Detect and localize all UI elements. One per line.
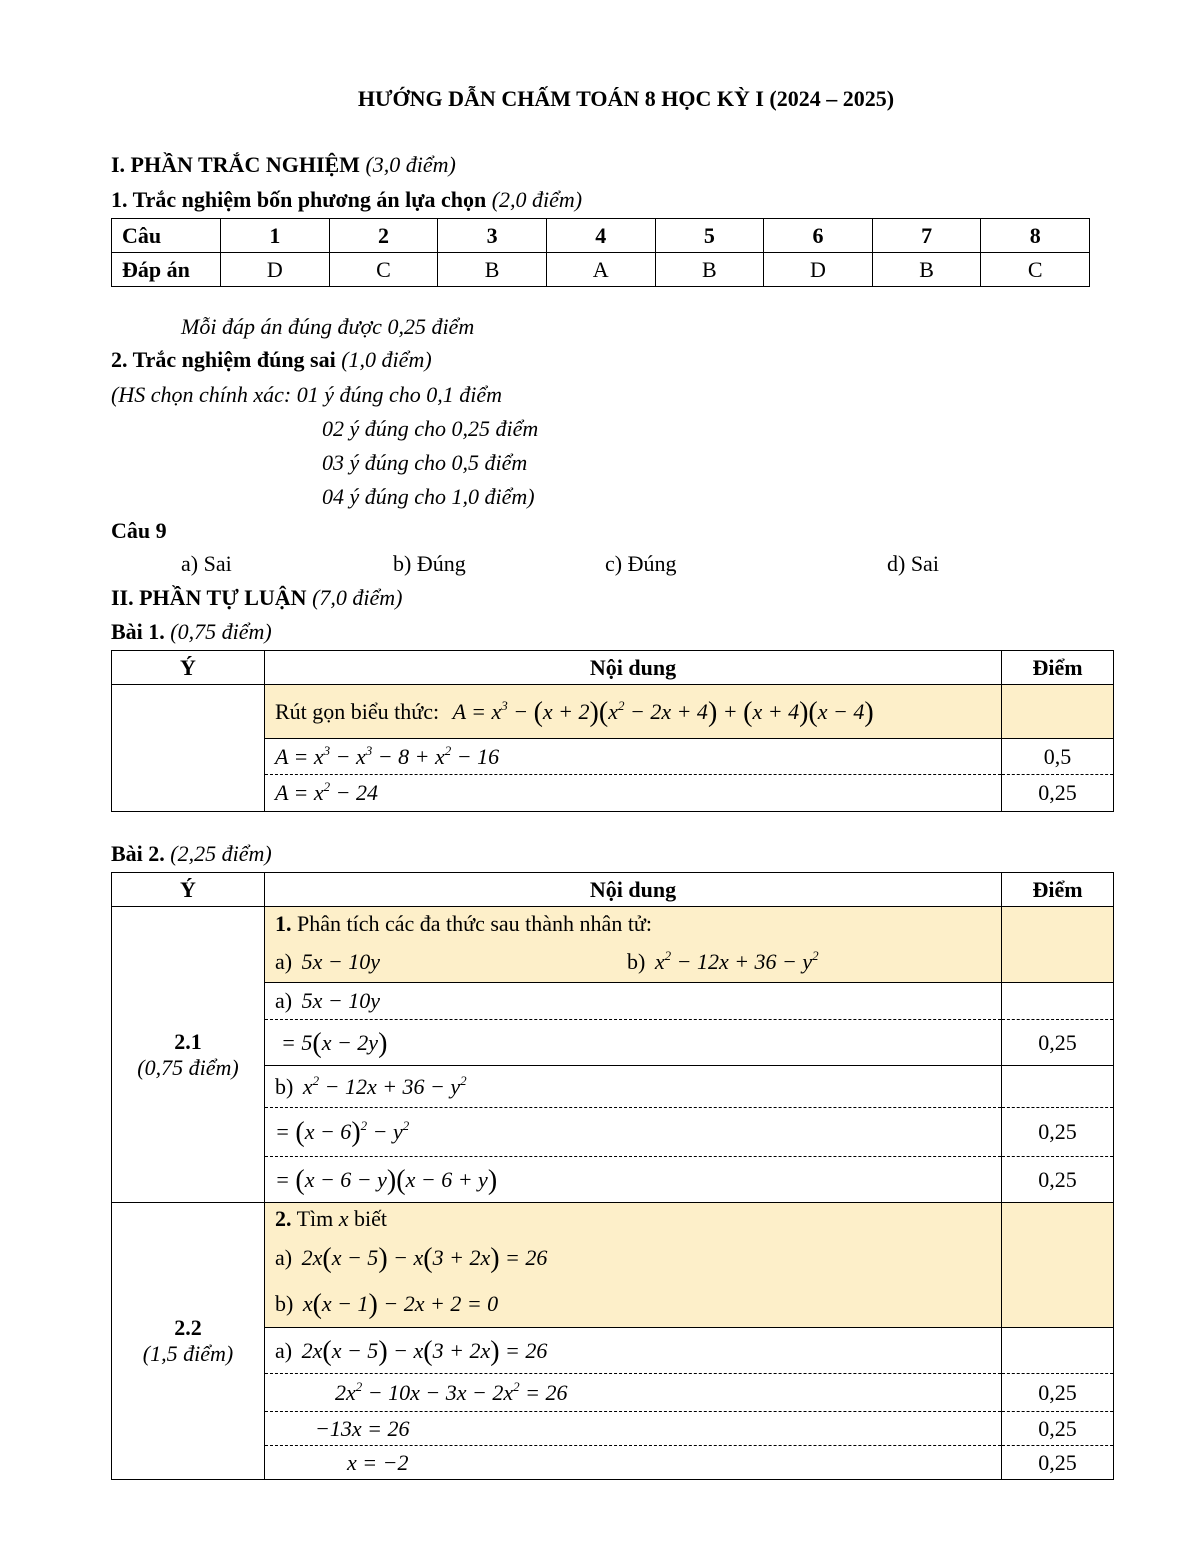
- answer-table-header-row: [112, 219, 1090, 253]
- bai1-step-1-score: 0,5: [1002, 739, 1114, 775]
- header-y: Ý: [112, 651, 265, 685]
- part2-heading: [111, 585, 403, 611]
- p21-step-3: [265, 1066, 1002, 1108]
- bai1-problem-cell: [265, 685, 1002, 739]
- p22-points: (1,5 điểm): [142, 1341, 234, 1366]
- bai1-step-1: [265, 739, 1002, 775]
- header-content: Nội dung: [265, 651, 1002, 685]
- p21-problem-cell: [265, 907, 1002, 983]
- p21-intro: Phân tích các đa thức sau thành nhân tử:: [297, 910, 652, 936]
- bai1-prompt: Rút gọn biểu thức:: [275, 698, 440, 724]
- question-number: 5: [655, 219, 764, 253]
- bai1-heading: [111, 619, 272, 645]
- p21-part-b-label: b): [627, 948, 646, 974]
- p21-problem-score: [1002, 907, 1114, 983]
- answer-cell: A: [546, 253, 655, 287]
- section1-heading: [111, 187, 582, 213]
- question-number: 2: [329, 219, 438, 253]
- bai2-heading: [111, 841, 272, 867]
- rule-line-1: (HS chọn chính xác: 01 ý đúng cho 0,1 điểm: [111, 382, 503, 407]
- bai1-step-1-math: $A = x^3 - x^3 - 8 + x^2 - 16$: [275, 742, 500, 769]
- bai1-points: (0,75 điểm): [170, 619, 272, 644]
- rule-line-2: 02 ý đúng cho 0,25 điểm: [322, 416, 539, 441]
- p21-step-3-math: $x^2 - 12x + 36 - y^2$: [302, 1072, 467, 1099]
- header-y: Ý: [112, 873, 265, 907]
- p22-intro-post: biết: [354, 1206, 388, 1231]
- answer-cell: C: [981, 253, 1090, 287]
- p22-intro-variable: x: [338, 1206, 349, 1231]
- bai2-points: (2,25 điểm): [170, 841, 272, 866]
- bai2-label: Bài 2.: [111, 841, 165, 866]
- section2-heading: [111, 347, 432, 373]
- bai2-table: [111, 872, 1114, 1480]
- p21-problem-row: [112, 907, 1114, 983]
- p22-intro-line: [275, 1203, 991, 1235]
- question-number: 6: [764, 219, 873, 253]
- p22-problem-row: [112, 1203, 1114, 1328]
- p21-part-b-expression: $x^2 - 12x + 36 - y^2$: [654, 947, 819, 974]
- p21-step-5-math: = (x − 6 − y)(x − 6 + y): [275, 1164, 498, 1196]
- p22-intro-num: 2.: [275, 1206, 292, 1231]
- header-score: Điểm: [1002, 651, 1114, 685]
- question-9-label: Câu 9: [111, 518, 167, 543]
- p21-step-1-label: a): [275, 988, 293, 1013]
- question-9-answer-c: c) Đúng: [605, 551, 677, 576]
- p22-part-a: [275, 1235, 991, 1281]
- p22-step-1-math: 2x(x − 5) − x(3 + 2x) = 26: [301, 1335, 548, 1367]
- bai1-problem-row: [112, 685, 1114, 739]
- answer-cell: B: [438, 253, 547, 287]
- rule-line-3: 03 ý đúng cho 0,5 điểm: [322, 450, 528, 475]
- question-9-answer-b: b) Đúng: [393, 551, 466, 576]
- p22-part-b: [275, 1281, 991, 1327]
- p21-part-b: [627, 943, 819, 981]
- question-9-answer-a: a) Sai: [181, 551, 232, 576]
- p22-step-2-score: 0,25: [1002, 1374, 1114, 1412]
- scoring-note: Mỗi đáp án đúng được 0,25 điểm: [181, 314, 475, 339]
- part1-points: (3,0 điểm): [365, 152, 456, 177]
- p22-step-1-label: a): [275, 1337, 293, 1363]
- p21-step-2-math: = 5(x − 2y): [281, 1027, 388, 1059]
- part1-heading: [111, 152, 456, 178]
- p22-step-2: [265, 1374, 1002, 1412]
- p22-problem-score: [1002, 1203, 1114, 1328]
- p21-parts-line: [275, 943, 991, 981]
- p21-step-4-score: 0,25: [1002, 1108, 1114, 1157]
- p21-step-2: [265, 1020, 1002, 1066]
- p22-step-3: [265, 1412, 1002, 1446]
- p22-part-a-label: a): [275, 1245, 293, 1270]
- bai1-step-2-score: 0,25: [1002, 775, 1114, 812]
- p22-intro-pre: Tìm: [296, 1206, 334, 1231]
- header-content: Nội dung: [265, 873, 1002, 907]
- p21-step-2-score: 0,25: [1002, 1020, 1114, 1066]
- answer-cell: C: [329, 253, 438, 287]
- p21-step-5: [265, 1157, 1002, 1203]
- p22-y-cell: [112, 1203, 265, 1480]
- part2-heading-text: II. PHẦN TỰ LUẬN: [111, 585, 307, 610]
- question-number: 1: [221, 219, 330, 253]
- bai1-table: [111, 650, 1114, 812]
- section1-points: (2,0 điểm): [491, 187, 583, 212]
- p22-step-4: [265, 1446, 1002, 1480]
- p22-step-4-math: x = −2: [347, 1449, 409, 1475]
- p22-step-4-score: 0,25: [1002, 1446, 1114, 1480]
- answer-cell: D: [764, 253, 873, 287]
- p22-step-2-math: $2x^2 - 10x - 3x - 2x^2 = 26$: [335, 1378, 568, 1405]
- p22-step-1-score: [1002, 1328, 1114, 1374]
- bai2-header-row: [112, 873, 1114, 907]
- p21-part-a-label: a): [275, 948, 293, 974]
- p21-step-1-math: 5x − 10y: [301, 988, 380, 1013]
- question-number: 3: [438, 219, 547, 253]
- bai1-step-2-math: $A = x^2 - 24$: [275, 779, 379, 805]
- p21-step-4-math: = $(x - 6)^2 - y^2$: [275, 1117, 410, 1148]
- p21-y-cell: [112, 907, 265, 1203]
- question-number: 4: [546, 219, 655, 253]
- answer-table-answer-row: [112, 253, 1090, 287]
- section2-heading-text: 2. Trắc nghiệm đúng sai: [111, 347, 336, 372]
- p22-problem-cell: [265, 1203, 1002, 1328]
- p22-part-b-expression: x(x − 1) − 2x + 2 = 0: [302, 1289, 499, 1320]
- answer-table: [111, 218, 1090, 287]
- question-number: 7: [872, 219, 981, 253]
- p21-label: 2.1: [174, 1028, 202, 1054]
- bai1-label: Bài 1.: [111, 619, 165, 644]
- page-title: HƯỚNG DẪN CHẤM TOÁN 8 HỌC KỲ I (2024 – 2025): [357, 86, 895, 111]
- p22-part-b-label: b): [275, 1291, 294, 1316]
- answer-cell: B: [872, 253, 981, 287]
- bai1-step-2: [265, 775, 1002, 812]
- p21-intro-num: 1.: [275, 910, 292, 936]
- part1-heading-text: I. PHẦN TRẮC NGHIỆM: [111, 152, 360, 177]
- answer-table-label-dapan: Đáp án: [112, 253, 221, 287]
- answer-cell: D: [221, 253, 330, 287]
- p22-step-1: [265, 1328, 1002, 1374]
- p21-step-1-score: [1002, 983, 1114, 1020]
- p21-points: (0,75 điểm): [137, 1054, 239, 1080]
- p21-part-a-expression: 5x − 10y: [301, 948, 380, 974]
- p21-intro-line: [275, 909, 991, 943]
- bai1-expression: $A = x^3 - (x + 2)(x^2 - 2x + 4) + (x + 4)(x - 4)$: [452, 696, 874, 728]
- bai1-y-cell: [112, 685, 265, 812]
- section2-points: (1,0 điểm): [341, 347, 432, 372]
- p22-label: 2.2: [174, 1315, 202, 1340]
- section1-heading-text: 1. Trắc nghiệm bốn phương án lựa chọn: [111, 187, 487, 212]
- answer-table-label-cau: Câu: [112, 219, 221, 253]
- bai1-header-row: [112, 651, 1114, 685]
- p22-step-3-score: 0,25: [1002, 1412, 1114, 1446]
- p21-step-3-score: [1002, 1066, 1114, 1108]
- answer-cell: B: [655, 253, 764, 287]
- p21-step-3-label: b): [275, 1073, 294, 1099]
- rule-line-4: 04 ý đúng cho 1,0 điểm): [322, 484, 535, 509]
- p21-step-1: [265, 983, 1002, 1020]
- header-score: Điểm: [1002, 873, 1114, 907]
- question-9-answer-d: d) Sai: [887, 551, 939, 576]
- p21-step-4: [265, 1108, 1002, 1157]
- part2-points: (7,0 điểm): [312, 585, 403, 610]
- p21-step-5-score: 0,25: [1002, 1157, 1114, 1203]
- p22-step-3-math: −13x = 26: [315, 1415, 410, 1441]
- p22-part-a-expression: 2x(x − 5) − x(3 + 2x) = 26: [301, 1243, 548, 1274]
- bai1-problem-score: [1002, 685, 1114, 739]
- question-number: 8: [981, 219, 1090, 253]
